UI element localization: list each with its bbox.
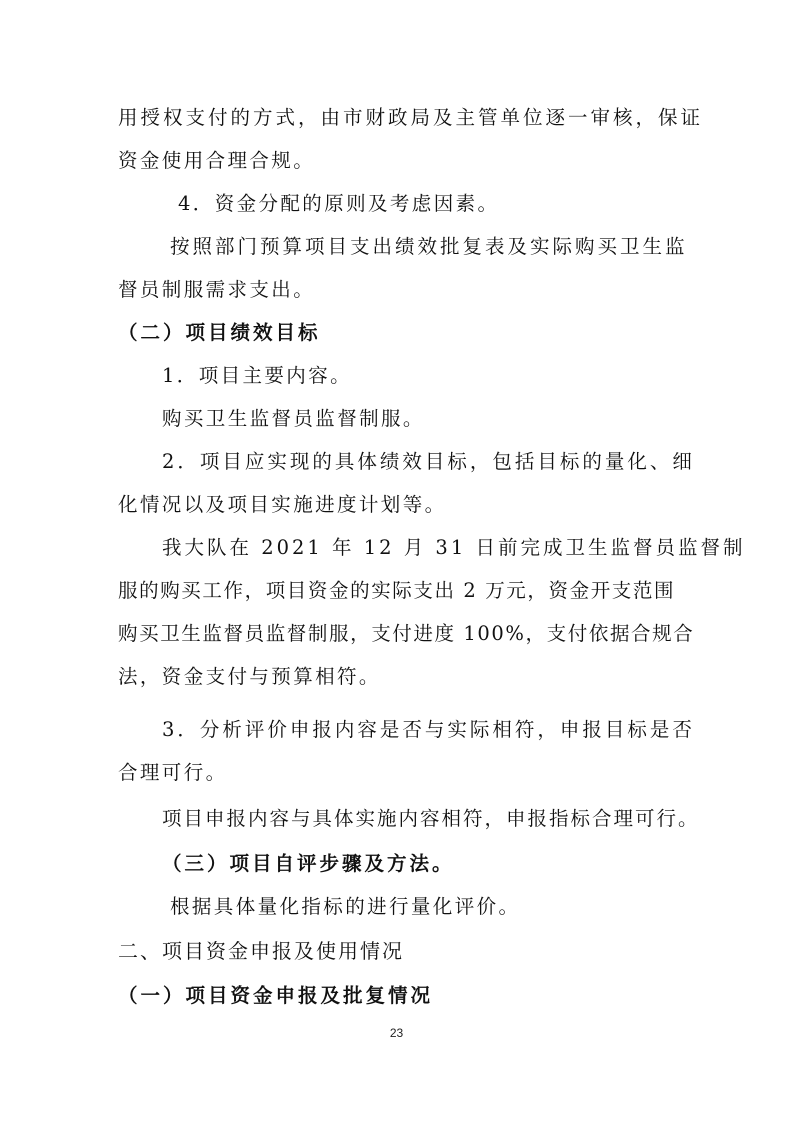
paragraph-line: 化情况以及项目实施进度计划等。: [118, 493, 447, 516]
chapter-heading: 二、项目资金申报及使用情况: [118, 939, 404, 963]
paragraph-line: 3．分析评价申报内容是否与实际相符，申报目标是否: [162, 718, 695, 741]
section-heading: （三）项目自评步骤及方法。: [162, 852, 455, 875]
paragraph-line: 根据具体量化指标的进行量化评价。: [170, 895, 521, 918]
paragraph-line: 法，资金支付与预算相符。: [118, 665, 381, 688]
section-heading: （二）项目绩效目标: [118, 321, 321, 344]
paragraph-line: 1．项目主要内容。: [162, 364, 353, 387]
section-heading: （一）项目资金申报及批复情况: [118, 984, 434, 1007]
paragraph-line: 4．资金分配的原则及考虑因素。: [178, 192, 500, 215]
paragraph-line: 项目申报内容与具体实施内容相符，申报指标合理可行。: [162, 807, 700, 830]
paragraph-line: 用授权支付的方式，由市财政局及主管单位逐一审核，保证: [118, 106, 704, 129]
paragraph-line: 资金使用合理合规。: [118, 149, 316, 172]
paragraph-line: 购买卫生监督员监督制服。: [162, 407, 425, 430]
paragraph-line: 购买卫生监督员监督制服，支付进度 100%，支付依据合规合: [118, 622, 695, 645]
paragraph-line: 督员制服需求支出。: [118, 278, 316, 301]
paragraph-line: 服的购买工作，项目资金的实际支出 2 万元，资金开支范围: [118, 579, 676, 602]
paragraph-line: 我大队在 2021 年 12 月 31 日前完成卫生监督员监督制: [162, 536, 746, 559]
paragraph-line: 2．项目应实现的具体绩效目标，包括目标的量化、细: [162, 450, 695, 473]
paragraph-line: 合理可行。: [118, 761, 228, 784]
paragraph-line: 按照部门预算项目支出绩效批复表及实际购买卫生监: [170, 235, 688, 258]
page-number: 23: [389, 1026, 404, 1040]
